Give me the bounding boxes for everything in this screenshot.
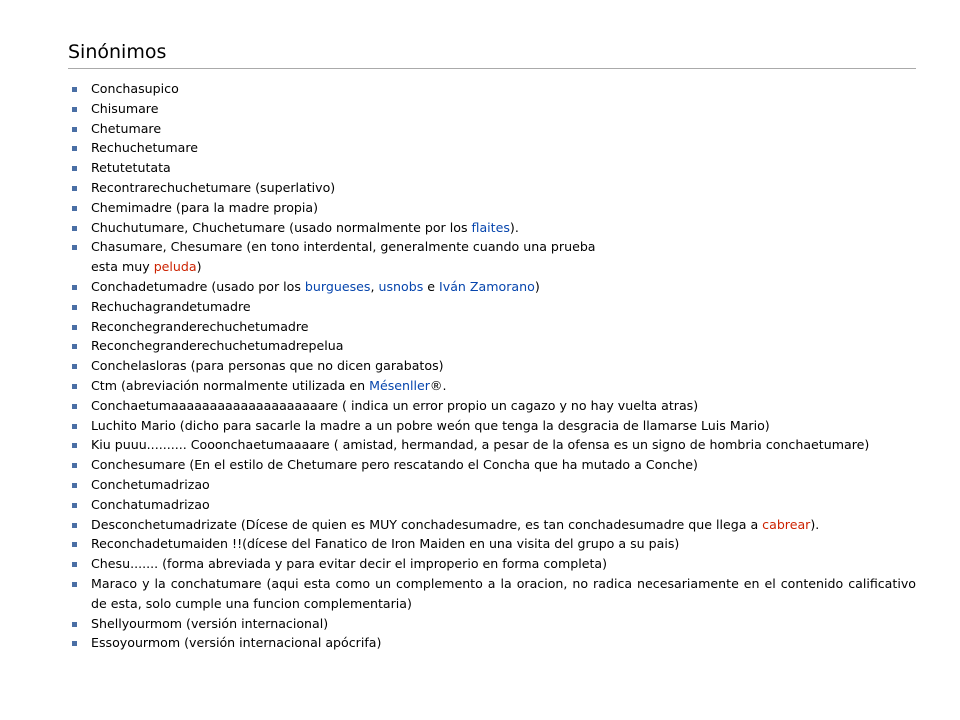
list-item <box>68 99 916 119</box>
item-text: ®. <box>429 377 447 393</box>
list-item <box>68 119 916 139</box>
item-text: Chesu....... (forma abreviada y para evitar decir el improperio en forma completa) <box>91 556 608 572</box>
bullet-icon <box>72 325 77 330</box>
bullet-icon <box>72 463 77 468</box>
item-text: Conchelasloras (para personas que no dicen garabatos) <box>91 358 444 374</box>
bullet-icon <box>72 542 77 547</box>
bullet-icon <box>72 384 77 389</box>
bullet-icon <box>72 404 77 409</box>
list-item <box>68 79 916 99</box>
list-item <box>68 218 916 238</box>
list-item <box>68 633 916 653</box>
list-item <box>68 396 916 416</box>
bullet-icon <box>72 186 77 191</box>
list-item <box>68 495 916 515</box>
bullet-icon <box>72 87 77 92</box>
bullet-icon <box>72 344 77 349</box>
list-item <box>68 435 916 455</box>
item-text: Conchesumare (En el estilo de Chetumare pero rescatando el Concha que ha mutado a Conche) <box>91 457 698 473</box>
bullet-icon <box>72 443 77 448</box>
list-item <box>68 356 916 376</box>
bullet-icon <box>72 622 77 627</box>
list-item <box>68 317 916 337</box>
list-item <box>68 138 916 158</box>
list-item <box>68 455 916 475</box>
list-item <box>68 178 916 198</box>
item-text: ) <box>196 259 202 275</box>
item-text: Shellyourmom (versión internacional) <box>91 615 329 631</box>
item-text: , <box>370 278 379 294</box>
list-item <box>68 336 916 356</box>
bullet-icon <box>72 562 77 567</box>
item-text: Conchaetumaaaaaaaaaaaaaaaaaaaare ( indica un error propio un cagazo y no hay vuelta atras) <box>91 397 699 413</box>
wiki-link[interactable]: burgueses <box>304 278 371 294</box>
item-text: Reconchegranderechuchetumadrepelua <box>91 338 344 354</box>
list-item <box>68 277 916 297</box>
list-item <box>68 297 916 317</box>
bullet-icon <box>72 483 77 488</box>
bullet-icon <box>72 127 77 132</box>
list-item <box>68 534 916 554</box>
bullet-icon <box>72 245 77 250</box>
item-text: Conchadetumadre (usado por los <box>91 278 305 294</box>
item-text: ). <box>509 219 519 235</box>
list-item <box>68 475 916 495</box>
list-item <box>68 158 916 178</box>
bullet-icon <box>72 582 77 587</box>
bullet-icon <box>72 503 77 508</box>
bullet-icon <box>72 523 77 528</box>
item-text: Kiu puuu.......... Cooonchaetumaaaare ( amistad, hermandad, a pesar de la ofensa es un signo de hombria conchaetumare) <box>91 437 870 453</box>
item-text: Maraco y la conchatumare (aqui esta como un complemento a la oracion, no radica necesariamente en el contenido calificativo de esta, solo cumple una funcion complementaria) <box>91 575 916 611</box>
list-item <box>68 574 916 614</box>
list-item <box>68 554 916 574</box>
page-content <box>68 38 916 653</box>
list-item <box>68 515 916 535</box>
item-text: esta muy <box>91 259 154 275</box>
bullet-icon <box>72 285 77 290</box>
item-text: Reconchadetumaiden !!(dícese del Fanatico de Iron Maiden en una visita del grupo a su pais) <box>91 536 680 552</box>
bullet-icon <box>72 166 77 171</box>
bullet-icon <box>72 206 77 211</box>
item-text: Desconchetumadrizate (Dícese de quien es MUY conchadesumadre, es tan conchadesumadre que llega a <box>91 516 763 532</box>
bullet-icon <box>72 305 77 310</box>
list-item <box>68 198 916 218</box>
item-text: Reconchegranderechuchetumadre <box>91 318 309 334</box>
item-text: Chasumare, Chesumare (en tono interdental, generalmente cuando una prueba <box>91 239 596 255</box>
item-text: Conchatumadrizao <box>91 496 210 512</box>
item-text: Chuchutumare, Chuchetumare (usado normalmente por los <box>91 219 472 235</box>
wiki-link[interactable]: Iván Zamorano <box>439 278 535 294</box>
item-text: Retutetutata <box>91 160 171 176</box>
bullet-icon <box>72 146 77 151</box>
bullet-icon <box>72 641 77 646</box>
bullet-icon <box>72 364 77 369</box>
item-text: Chisumare <box>91 100 159 116</box>
wiki-link[interactable]: Mésenller <box>369 377 430 393</box>
item-text: ). <box>810 516 820 532</box>
item-text: Chemimadre (para la madre propia) <box>91 199 319 215</box>
item-text: Chetumare <box>91 120 162 136</box>
bullet-icon <box>72 424 77 429</box>
wiki-link[interactable]: usnobs <box>378 278 424 294</box>
wiki-link[interactable]: cabrear <box>762 516 811 532</box>
bullet-icon <box>72 107 77 112</box>
item-text: Conchasupico <box>91 81 179 96</box>
list-item <box>68 614 916 634</box>
item-text: Rechuchagrandetumadre <box>91 298 251 314</box>
wiki-link[interactable]: peluda <box>153 259 197 275</box>
item-text: Rechuchetumare <box>91 140 199 156</box>
list-item <box>68 376 916 396</box>
item-text: ) <box>534 278 540 294</box>
list-item <box>68 416 916 436</box>
item-text: Ctm (abreviación normalmente utilizada en <box>91 377 370 393</box>
wiki-link[interactable]: flaites <box>471 219 510 235</box>
synonyms-list <box>68 79 916 653</box>
item-text: Conchetumadrizao <box>91 476 210 492</box>
bullet-icon <box>72 226 77 231</box>
item-text: Recontrarechuchetumare (superlativo) <box>91 179 336 195</box>
item-text: Essoyourmom (versión internacional apócrifa) <box>91 635 382 651</box>
item-text: Luchito Mario (dicho para sacarle la madre a un pobre weón que tenga la desgracia de llamarse Luis Mario) <box>91 417 770 433</box>
item-text: e <box>423 278 440 294</box>
section-heading: Sinónimos <box>68 38 916 69</box>
list-item <box>68 237 916 277</box>
